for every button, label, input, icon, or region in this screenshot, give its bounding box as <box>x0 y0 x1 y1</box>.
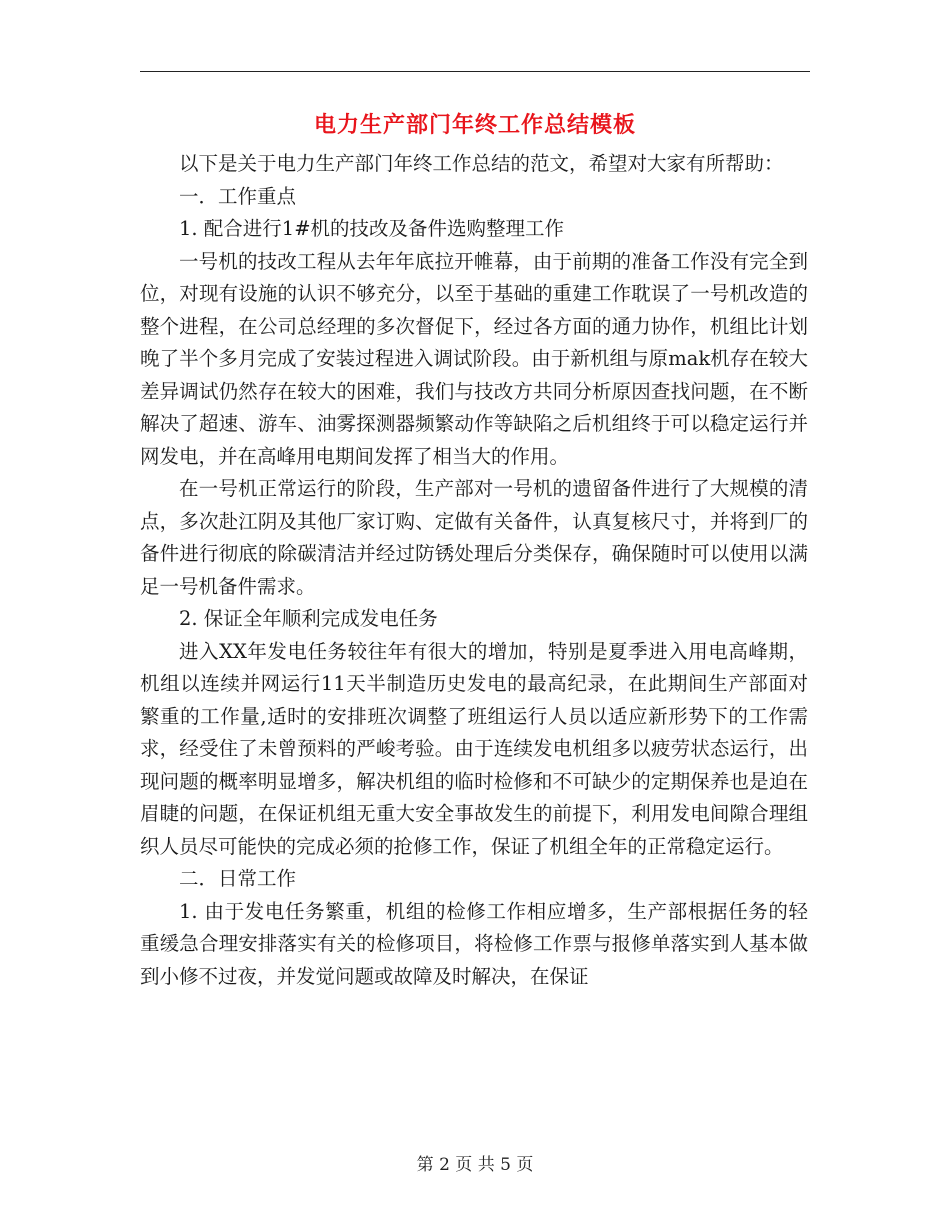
document-body <box>140 148 808 993</box>
body-paragraph: 在一号机正常运行的阶段，生产部对一号机的遗留备件进行了大规模的清点，多次赴江阴及其他厂家订购、定做有关备件，认真复核尺寸，并将到厂的备件进行彻底的除碳清洁并经过防锈处理后分类保存，确保随时可以使用以满足一号机备件需求。 <box>140 477 808 598</box>
subheading-1-2: 2. 保证全年顺利完成发电任务 <box>179 607 438 630</box>
section-heading-2: 二．日常工作 <box>179 867 297 890</box>
intro-paragraph: 以下是关于电力生产部门年终工作总结的范文，希望对大家有所帮助： <box>179 152 784 175</box>
body-paragraph: 进入XX年发电任务较往年有很大的增加，特别是夏季进入用电高峰期，机组以连续并网运行11天半制造历史发电的最高纪录，在此期间生产部面对繁重的工作量,适时的安排班次调整了班组运行人员以适应新形势下的工作需求，经受住了未曾预料的严峻考验。由于连续发电机组多以疲劳状态运行，出现问题的概率明显增多，解决机组的临时检修和不可缺少的定期保养也是迫在眉睫的问题，在保证机组无重大安全事故发生的前提下，利用发电间隙合理组织人员尽可能快的完成必须的抢修工作，保证了机组全年的正常稳定运行。 <box>140 639 808 858</box>
subheading-1-1: 1. 配合进行1#机的技改及备件选购整理工作 <box>179 217 565 240</box>
document-title: 电力生产部门年终工作总结模板 <box>313 112 636 138</box>
page-number: 第 2 页 共 5 页 <box>416 1155 534 1175</box>
body-paragraph: 一号机的技改工程从去年年底拉开帷幕，由于前期的准备工作没有完全到位，对现有设施的认识不够充分，以至于基础的重建工作耽误了一号机改造的整个进程，在公司总经理的多次督促下，经过各方面的通力协作，机组比计划晚了半个多月完成了安装过程进入调试阶段。由于新机组与原mak机存在较大差异调试仍然存在较大的困难，我们与技改方共同分析原因查找问题，在不断解决了超速、游车、油雾探测器频繁动作等缺陷之后机组终于可以稳定运行并网发电，并在高峰用电期间发挥了相当大的作用。 <box>140 249 808 468</box>
body-paragraph: 1. 由于发电任务繁重，机组的检修工作相应增多，生产部根据任务的轻重缓急合理安排落实有关的检修项目，将检修工作票与报修单落实到人基本做到小修不过夜，并发觉问题或故障及时解决，在保证 <box>140 899 808 988</box>
header-rule <box>140 71 810 72</box>
section-heading-1: 一．工作重点 <box>179 184 297 208</box>
